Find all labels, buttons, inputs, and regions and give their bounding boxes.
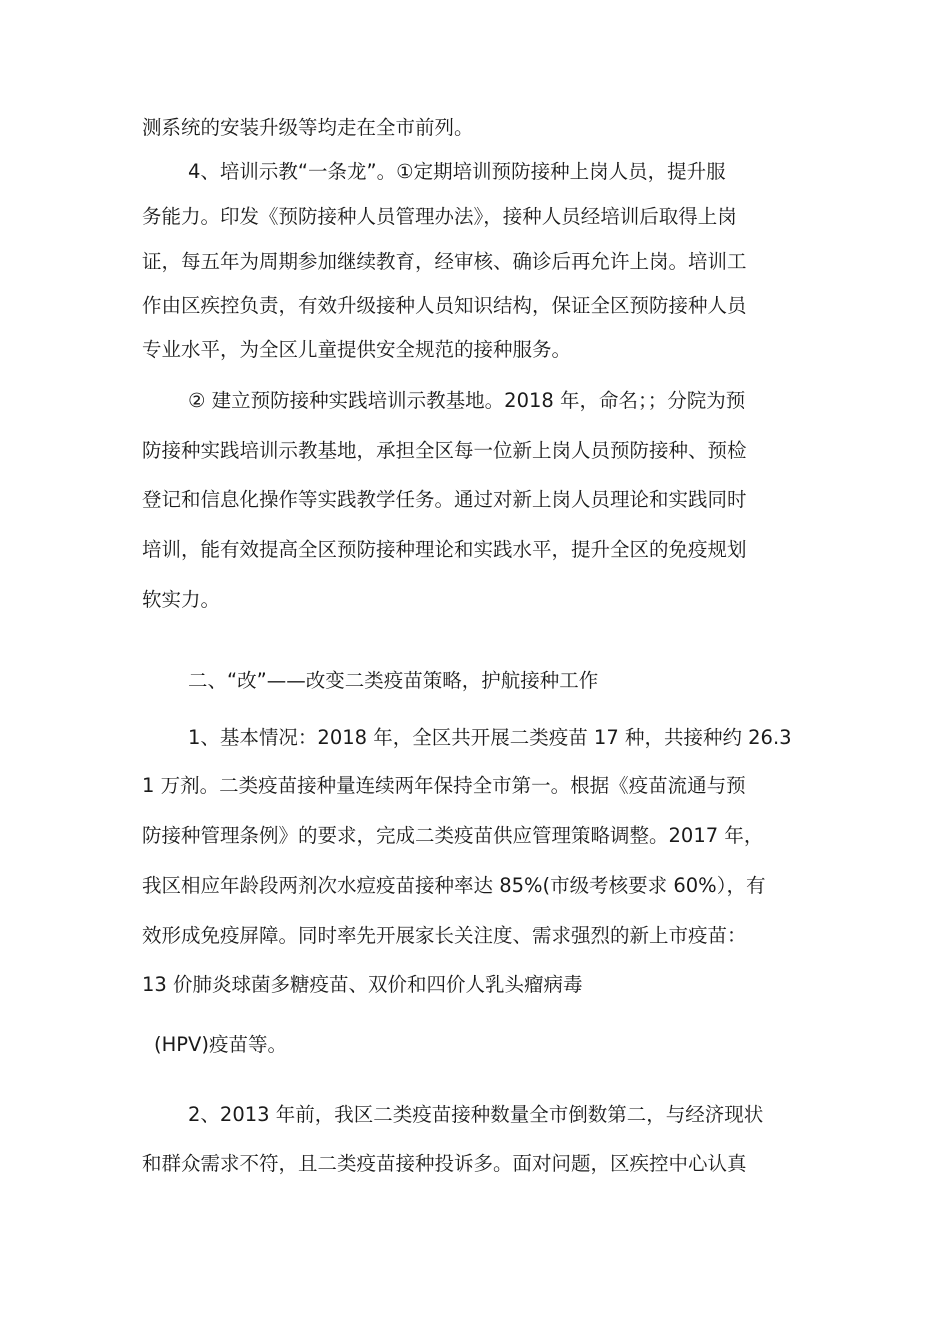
text-line: 专业水平，为全区儿童提供安全规范的接种服务。 [142,338,572,361]
text-line: 软实力。 [142,588,221,611]
text-line: 证，每五年为周期参加继续教育，经审核、确诊后再允许上岗。培训工 [142,250,747,273]
text-line: 效形成免疫屏障。同时率先开展家长关注度、需求强烈的新上市疫苗： [142,924,747,947]
text-line: 测系统的安装升级等均走在全市前列。 [142,116,474,139]
text-line: 登记和信息化操作等实践教学任务。通过对新上岗人员理论和实践同时 [142,488,747,511]
text-line: 13 价肺炎球菌多糖疫苗、双价和四价人乳头瘤病毒 [142,973,583,996]
text-line: 培训，能有效提高全区预防接种理论和实践水平，提升全区的免疫规划 [142,538,747,561]
text-line: 2、2013 年前，我区二类疫苗接种数量全市倒数第二，与经济现状 [188,1103,764,1126]
text-line: ② 建立预防接种实践培训示教基地。2018 年，命名；；分院为预 [188,389,746,412]
section-heading: 二、“改”——改变二类疫苗策略，护航接种工作 [188,669,599,692]
text-line: (HPV)疫苗等。 [154,1033,287,1056]
text-line: 和群众需求不符，且二类疫苗接种投诉多。面对问题，区疾控中心认真 [142,1152,747,1175]
text-line: 1、基本情况：2018 年，全区共开展二类疫苗 17 种，共接种约 26.3 [188,726,792,749]
text-line: 防接种管理条例》的要求，完成二类疫苗供应管理策略调整。2017 年， [142,824,764,847]
text-line: 1 万剂。二类疫苗接种量连续两年保持全市第一。根据《疫苗流通与预 [142,774,746,797]
text-line: 防接种实践培训示教基地，承担全区每一位新上岗人员预防接种、预检 [142,439,747,462]
text-line: 作由区疾控负责，有效升级接种人员知识结构，保证全区预防接种人员 [142,294,747,317]
text-line: 务能力。印发《预防接种人员管理办法》，接种人员经培训后取得上岗 [142,205,737,228]
text-line: 我区相应年龄段两剂次水痘疫苗接种率达 85%(市级考核要求 60%），有 [142,874,766,897]
text-line: 4、培训示教“一条龙”。①定期培训预防接种上岗人员，提升服 [188,160,726,183]
